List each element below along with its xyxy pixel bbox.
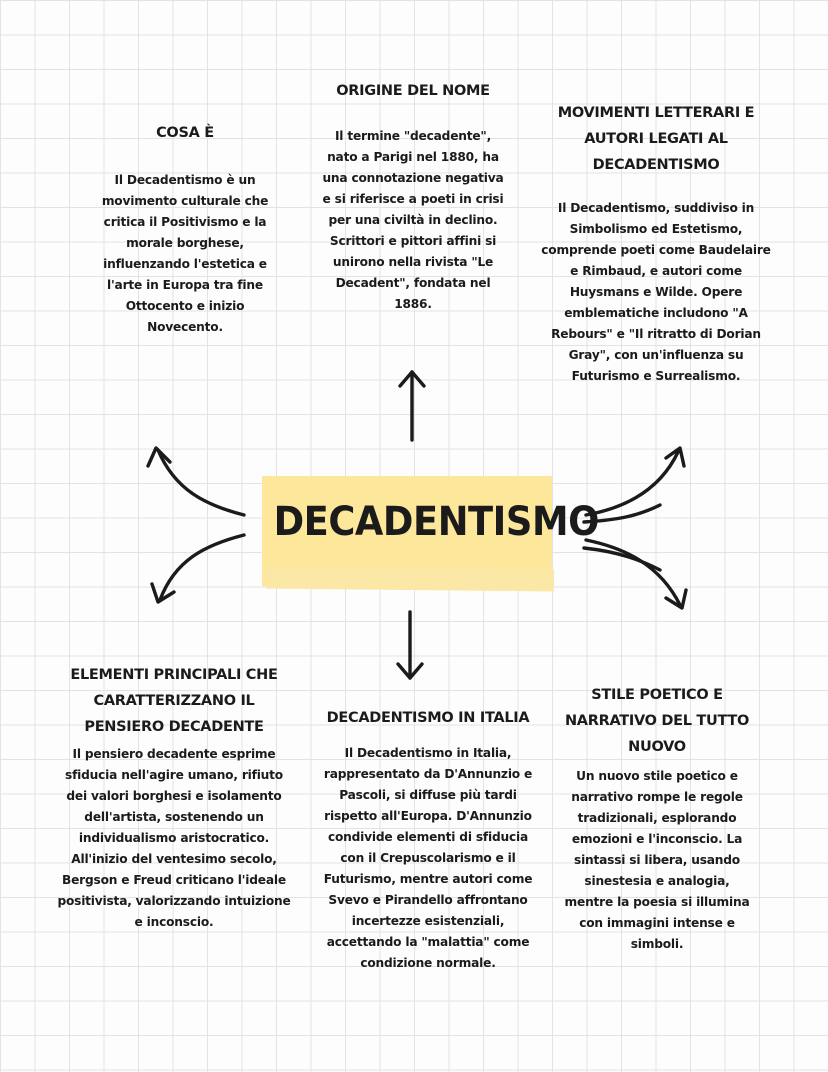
arrow-upper-right <box>586 448 684 515</box>
arrow-down <box>398 612 422 678</box>
cosa-body: Il Decadentismo è un movimento culturale che critica il Positivismo e la morale borghese, influenzando l'estetica e l'arte in Europa tra fine Ottocento e inizio Novecento. <box>101 173 269 334</box>
movimenti-body: Il Decadentismo, suddiviso in Simbolismo ed Estetismo, comprende poeti come Baudelaire e Rimbaud, e autori come Huysmans e Wilde. Opere emblematiche includono "A Rebours" e "Il ritratto di Dorian Gray", con un'influenza su Futurismo e Surrealismo. <box>541 201 771 383</box>
origine-body: Il termine "decadente", nato a Parigi nel 1880, ha una connotazione negativa e si riferisce a poeti in crisi per una civiltà in declino. Scrittori e pittori affini si unirono nella rivista "Le Decadent", fondata nel 1886. <box>322 129 504 311</box>
stile-body: Un nuovo stile poetico e narrativo rompe le regole tradizionali, esplorando emozioni e l'inconscio. La sintassi si libera, usando sinestesia e analogia, mentre la poesia si illumina con immagini intense e simboli. <box>564 769 750 951</box>
italia-title: DECADENTISMO IN ITALIA <box>326 710 530 726</box>
italia-body: Il Decadentismo in Italia, rappresentato da D'Annunzio e Pascoli, si diffuse più tardi rispetto all'Europa. D'Annunzio condivide elementi di sfiducia con il Crepuscolarismo e il Futurismo, mentre autori come Svevo e Pirandello affrontano incertezze esistenziali, accettando la "malattia" come condizione normale. <box>323 746 533 970</box>
section-origine <box>318 78 508 315</box>
movimenti-title: MOVIMENTI LETTERARI E AUTORI LEGATI AL DECADENTISMO <box>557 105 755 173</box>
arrow-lower-left <box>152 535 244 602</box>
section-italia <box>320 705 536 974</box>
arrow-up <box>400 372 424 440</box>
stile-title: STILE POETICO E NARRATIVO DEL TUTTO NUOVO <box>564 687 750 755</box>
arrow-upper-left <box>148 448 244 515</box>
section-movimenti <box>536 100 776 387</box>
section-stile <box>546 682 768 955</box>
section-elementi <box>56 662 292 933</box>
cosa-title: COSA È <box>156 125 214 141</box>
main-title: DECADENTISMO <box>273 499 599 545</box>
elementi-title: ELEMENTI PRINCIPALI CHE CARATTERIZZANO IL PENSIERO DECADENTE <box>70 667 278 735</box>
section-cosa <box>90 120 280 338</box>
elementi-body: Il pensiero decadente esprime sfiducia nell'agire umano, rifiuto dei valori borghesi e isolamento dell'artista, sostenendo un individualismo aristocratico. All'inizio del ventesimo secolo, Bergson e Freud criticano l'ideale positivista, valorizzando intuizione e inconscio. <box>57 747 291 929</box>
origine-title: ORIGINE DEL NOME <box>336 83 490 99</box>
